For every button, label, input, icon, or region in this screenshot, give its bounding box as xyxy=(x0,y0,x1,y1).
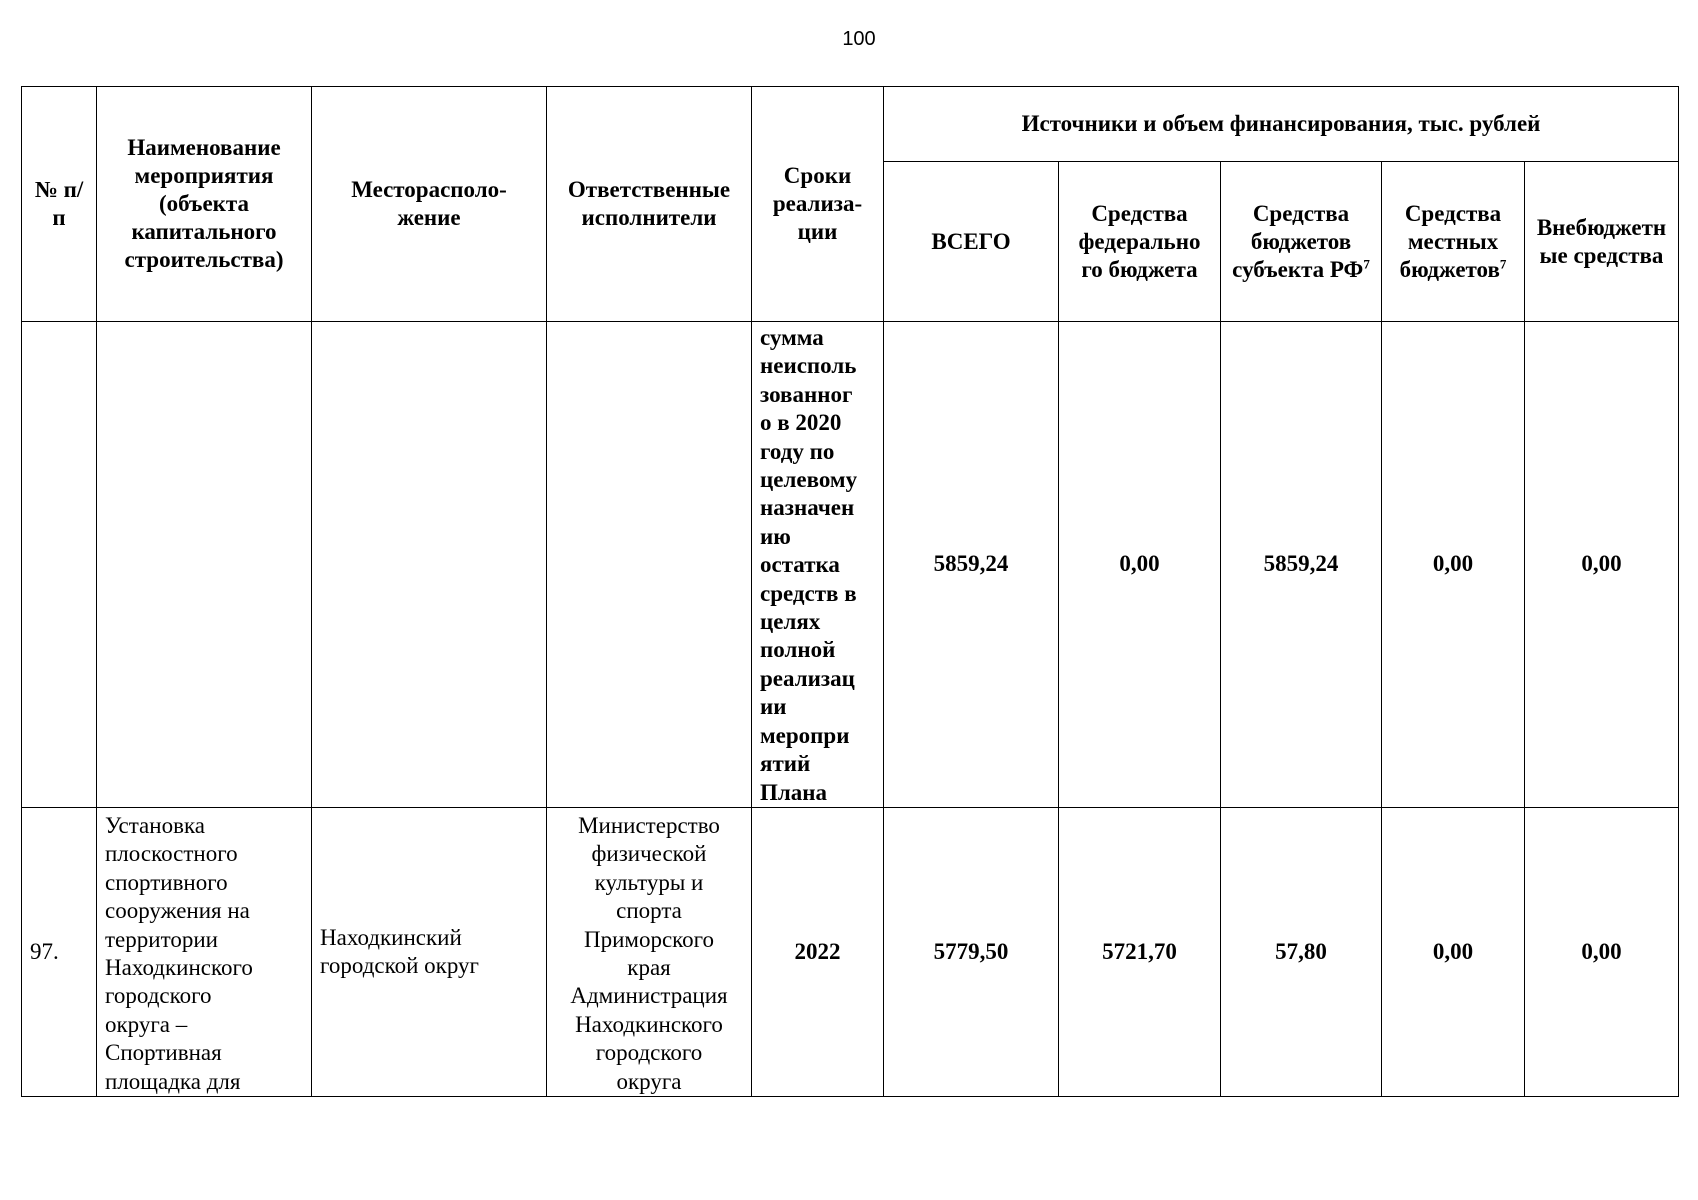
header-local xyxy=(1382,162,1525,322)
header-region-footnote: 7 xyxy=(1363,255,1370,271)
row-federal: 5721,70 xyxy=(1059,807,1221,1096)
row-local: 0,00 xyxy=(1382,322,1525,808)
header-region xyxy=(1221,162,1382,322)
executor-line: края xyxy=(627,954,671,980)
executor-line: Находкинского xyxy=(575,1011,723,1037)
note-line: ии xyxy=(760,694,787,720)
name-line: Установка xyxy=(105,812,205,838)
note-line: ятий xyxy=(760,751,811,777)
financing-table xyxy=(21,86,1679,1097)
note-line: году по xyxy=(760,438,835,464)
row-terms: 2022 xyxy=(752,807,884,1096)
table-row xyxy=(22,807,1679,1096)
executor-line: Администрация xyxy=(570,983,728,1009)
name-line: площадка для xyxy=(105,1068,241,1094)
row-executors xyxy=(547,322,752,808)
executor-line: городского xyxy=(595,1040,703,1066)
row-location xyxy=(312,322,547,808)
location-line: Находкинский xyxy=(320,924,462,950)
name-line: городского xyxy=(105,983,212,1009)
header-region-label: Средства бюджетов субъекта РФ xyxy=(1232,200,1364,282)
row-name xyxy=(97,807,312,1096)
row-total: 5779,50 xyxy=(884,807,1059,1096)
note-line: полной xyxy=(760,637,836,663)
note-line: сумма xyxy=(760,325,824,350)
name-line: спортивного xyxy=(105,869,228,895)
executor-line: физической xyxy=(591,841,707,867)
executor-line: культуры и xyxy=(594,869,704,895)
row-num: 97. xyxy=(22,807,97,1096)
header-location: Месторасполо-жение xyxy=(312,87,547,322)
header-executors: Ответственные исполнители xyxy=(547,87,752,322)
note-line: Плана xyxy=(760,779,828,805)
row-name xyxy=(97,322,312,808)
row-local: 0,00 xyxy=(1382,807,1525,1096)
row-num xyxy=(22,322,97,808)
header-total: ВСЕГО xyxy=(884,162,1059,322)
name-line: Спортивная xyxy=(105,1040,222,1066)
header-num: № п/п xyxy=(22,87,97,322)
location-line: городской округ xyxy=(320,952,479,978)
header-financing-group: Источники и объем финансирования, тыс. рублей xyxy=(884,87,1679,162)
page-number: 100 xyxy=(842,28,876,50)
note-line: о в 2020 xyxy=(760,410,842,436)
note-line: целях xyxy=(760,609,821,635)
executor-line: Министерство xyxy=(578,812,720,838)
row-region: 5859,24 xyxy=(1221,322,1382,808)
note-line: назначен xyxy=(760,495,855,521)
header-name: Наименование мероприятия (объекта капитального строительства) xyxy=(97,87,312,322)
row-extra: 0,00 xyxy=(1525,322,1679,808)
row-region: 57,80 xyxy=(1221,807,1382,1096)
note-line: реализац xyxy=(760,665,855,691)
name-line: сооружения на xyxy=(105,898,250,924)
executor-line: Приморского xyxy=(583,926,715,952)
header-terms: Сроки реализа-ции xyxy=(752,87,884,322)
header-local-label: Средства местных бюджетов xyxy=(1399,200,1502,282)
name-line: территории xyxy=(105,926,218,952)
name-line: Находкинского xyxy=(105,954,253,980)
row-executors xyxy=(547,807,752,1096)
note-line: зованног xyxy=(760,381,853,407)
note-line: меропри xyxy=(760,722,850,748)
executor-line: спорта xyxy=(616,898,682,924)
row-location xyxy=(312,807,547,1096)
row-total: 5859,24 xyxy=(884,322,1059,808)
row-terms-note xyxy=(752,322,884,808)
table-row xyxy=(22,322,1679,808)
header-extra: Внебюджетн ые средства xyxy=(1525,162,1679,322)
note-line: ию xyxy=(760,523,791,549)
row-federal: 0,00 xyxy=(1059,322,1221,808)
row-extra: 0,00 xyxy=(1525,807,1679,1096)
note-line: неисполь xyxy=(760,353,857,379)
header-federal: Средства федерально го бюджета xyxy=(1059,162,1221,322)
header-local-footnote: 7 xyxy=(1499,255,1507,271)
name-line: плоскостного xyxy=(105,841,238,867)
note-line: остатка xyxy=(760,552,840,578)
name-line: округа – xyxy=(105,1011,188,1037)
executor-line: округа xyxy=(616,1068,682,1094)
note-line: средств в xyxy=(760,580,857,606)
note-line: целевому xyxy=(760,467,858,493)
